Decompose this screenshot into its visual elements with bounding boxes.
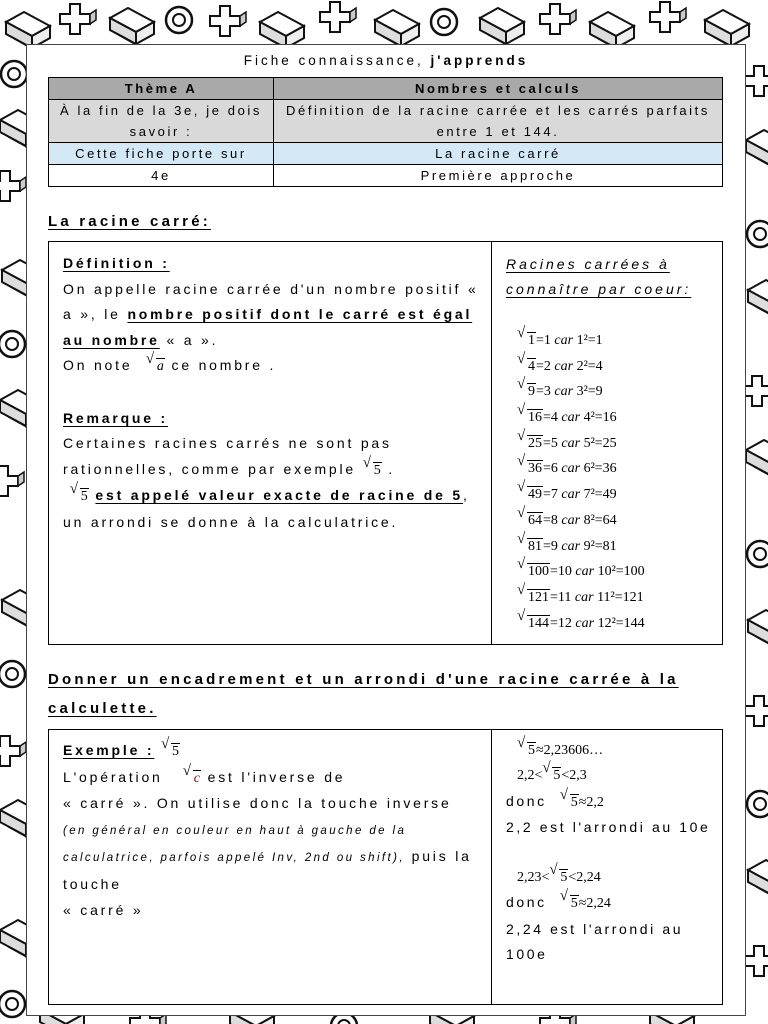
square-root-value: 9 <box>550 538 558 554</box>
carre-end: « carré » <box>63 901 144 918</box>
square-radicand: 9 <box>528 384 535 400</box>
square-root-value: 11 <box>557 589 572 605</box>
interval1-right: <2,3 <box>561 768 587 784</box>
section-title-racine <box>48 207 211 236</box>
approx1-value: ≈2,2 <box>578 794 604 810</box>
section-title-racine-text: La racine carré: <box>48 213 211 230</box>
car-word: car <box>554 358 574 374</box>
square-root-value: 7 <box>550 487 558 503</box>
section-title-encadrement <box>48 665 718 723</box>
op-prefix: L'opération <box>63 768 163 785</box>
info-row-level <box>49 165 723 187</box>
example-heading: Exemple : <box>63 742 155 758</box>
info-table <box>48 77 723 187</box>
definition-heading: Définition : <box>63 255 170 271</box>
square-root-value: 12 <box>557 615 572 631</box>
car-word: car <box>575 564 595 580</box>
square-identity: 12²=144 <box>597 615 645 631</box>
car-word: car <box>554 384 574 400</box>
car-word: car <box>575 615 595 631</box>
square-identity: 1²=1 <box>576 333 603 348</box>
sqrt-5-exact-radicand: 5 <box>80 489 88 505</box>
square-identity: 11²=121 <box>597 589 644 605</box>
square-identity: 7²=49 <box>583 487 617 503</box>
donc1-word: donc <box>506 792 547 809</box>
approx-radicand: 5 <box>528 743 535 758</box>
approx-line: √ 5≈2,23606… <box>517 735 604 758</box>
square-identity: 4²=16 <box>583 410 617 426</box>
theme-label: Thème A <box>49 78 274 100</box>
square-root-row: √ 121=11 car 11²=121 <box>517 581 644 605</box>
square-radicand: 144 <box>528 615 549 631</box>
car-word: car <box>561 512 581 528</box>
definition-bold: nombre positif dont le carré est égal au nombre <box>63 306 473 348</box>
approx2-value: ≈2,24 <box>578 896 611 912</box>
square-radicand: 25 <box>528 435 542 451</box>
title-bold: j'apprends <box>430 53 529 68</box>
square-radicand: 36 <box>528 461 542 477</box>
square-radicand: 49 <box>528 487 542 503</box>
interval2-radicand: 5 <box>560 870 568 886</box>
square-root-row: √ 81=9 car 9²=81 <box>517 530 617 554</box>
square-radicand: 4 <box>528 358 535 374</box>
then-touch: puis la touche <box>63 848 472 892</box>
info-row-topic <box>49 143 723 165</box>
interval2-right: <2,24 <box>568 870 601 886</box>
square-root-value: 6 <box>550 461 558 477</box>
squares-list <box>517 325 645 636</box>
example-results-column <box>492 730 722 1004</box>
square-root-row: √ 1=1 car 1²=1 <box>517 325 603 348</box>
square-radicand: 1 <box>528 333 535 348</box>
square-root-row: √ 25=5 car 5²=25 <box>517 427 617 451</box>
note-suffix: ce nombre . <box>171 357 277 374</box>
square-root-value: 5 <box>550 435 558 451</box>
italic-note: (en général en couleur en haut à gauche de la calculatrice, parfois appelé Inv, 2nd ou shift), <box>63 824 407 865</box>
interval1-radicand: 5 <box>553 768 561 784</box>
definition-box <box>48 241 723 645</box>
square-root-row: √ 100=10 car 10²=100 <box>517 556 645 580</box>
example-column <box>49 730 492 1004</box>
square-root-row: √ 36=6 car 6²=36 <box>517 453 617 477</box>
remark-part1: Certaines racines carrés ne sont pas rationnelles, comme par exemple <box>63 435 392 477</box>
carre-line: « carré ». On utilise donc la touche inverse <box>63 795 452 812</box>
interval1-left: 2,2< <box>517 768 543 784</box>
square-root-row: √ 16=4 car 4²=16 <box>517 402 617 426</box>
conclusion1: 2,2 est l'arrondi au 10e <box>506 818 711 835</box>
sqrt-5-inline-radicand: 5 <box>373 462 381 478</box>
car-word: car <box>561 461 581 477</box>
square-identity: 5²=25 <box>583 435 617 451</box>
section-title-encadrement-text: Donner un encadrement et un arrondi d'une racine carrée à la calculette. <box>48 671 679 717</box>
square-radicand: 121 <box>528 589 549 605</box>
remark-bold: est appelé valeur exacte de racine de 5 <box>95 487 463 504</box>
car-word: car <box>561 410 581 426</box>
example-sqrt-5-radicand: 5 <box>172 744 180 759</box>
car-word: car <box>561 487 581 503</box>
page-title <box>27 53 745 68</box>
topic-label: Cette fiche porte sur <box>49 143 274 165</box>
goal-value: Définition de la racine carrée et les carrés parfaits entre 1 et 144. <box>274 100 723 143</box>
square-root-row: √ 49=7 car 7²=49 <box>517 479 617 503</box>
donc2-word: donc <box>506 894 547 911</box>
sqrt-a-radicand: a <box>156 359 164 375</box>
note-prefix: On note <box>63 357 133 374</box>
example-results <box>506 735 716 967</box>
example-box <box>48 729 723 1005</box>
square-identity: 6²=36 <box>583 461 617 477</box>
theme-value: Nombres et calculs <box>274 78 723 100</box>
square-root-value: 1 <box>543 333 551 348</box>
topic-value: La racine carré <box>274 143 723 165</box>
square-radicand: 64 <box>528 512 542 528</box>
square-root-value: 2 <box>543 358 551 374</box>
square-root-row: √ 144=12 car 12²=144 <box>517 607 645 631</box>
worksheet <box>26 44 746 1016</box>
definition-text <box>63 251 481 536</box>
donc2-radicand: 5 <box>570 896 578 912</box>
car-word: car <box>561 538 581 554</box>
car-word: car <box>554 333 574 348</box>
interval2-line: 2,23< √ 5<2,24 <box>517 862 601 886</box>
example-text <box>63 738 481 923</box>
square-radicand: 100 <box>528 564 549 580</box>
square-identity: 2²=4 <box>576 358 603 374</box>
example-sqrt-5: √ 5 <box>161 736 180 759</box>
definition-part1: On appelle racine carrée d'un nombre positif « a », le <box>63 280 479 323</box>
interval1-line: 2,2< √ 5<2,3 <box>517 760 587 784</box>
squares-column <box>492 242 722 644</box>
square-root-value: 3 <box>543 384 551 400</box>
square-root-row: √ 9=3 car 3²=9 <box>517 376 603 400</box>
square-identity: 3²=9 <box>576 384 603 400</box>
goal-label: À la fin de la 3e, je dois savoir : <box>49 100 274 143</box>
square-identity: 9²=81 <box>583 538 617 554</box>
sqrt-a: √ a <box>145 351 164 375</box>
info-row-goal <box>49 100 723 143</box>
conclusion2: 2,24 est l'arrondi au 100e <box>506 920 684 963</box>
remark-part2: , un arrondi se donne à la calculatrice. <box>63 487 470 530</box>
square-identity: 10²=100 <box>597 564 645 580</box>
sqrt-5-exact: √ 5 <box>69 481 88 505</box>
square-root-value: 10 <box>557 564 572 580</box>
square-root-row: √ 4=2 car 2²=4 <box>517 350 603 374</box>
sqrt-operator-icon: √ c <box>182 762 200 786</box>
square-radicand: 16 <box>528 410 542 426</box>
square-root-row: √ 64=8 car 8²=64 <box>517 504 617 528</box>
info-row-theme <box>49 78 723 100</box>
interval2-left: 2,23< <box>517 870 550 886</box>
square-identity: 8²=64 <box>583 512 617 528</box>
level-value: Première approche <box>274 165 723 187</box>
square-root-value: 4 <box>550 410 558 426</box>
op-suffix: est l'inverse de <box>207 768 346 785</box>
level-label: 4e <box>49 165 274 187</box>
title-prefix: Fiche connaissance, <box>243 53 431 68</box>
remark-dot: . <box>388 460 396 477</box>
definition-column <box>49 242 492 644</box>
donc2-line: donc √ 5≈2,24 <box>506 888 611 912</box>
donc1-line: donc √ 5≈2,2 <box>506 786 604 810</box>
car-word: car <box>574 589 594 605</box>
approx-value: ≈2,23606… <box>536 743 604 758</box>
square-radicand: 81 <box>528 538 542 554</box>
squares-heading: Racines carrées à connaître par coeur: <box>506 256 692 297</box>
definition-part2: « a ». <box>159 331 219 348</box>
square-root-value: 8 <box>550 512 558 528</box>
remark-heading: Remarque : <box>63 409 169 426</box>
car-word: car <box>561 435 581 451</box>
sqrt-5-inline: √ 5 <box>362 454 381 478</box>
donc1-radicand: 5 <box>570 794 578 810</box>
